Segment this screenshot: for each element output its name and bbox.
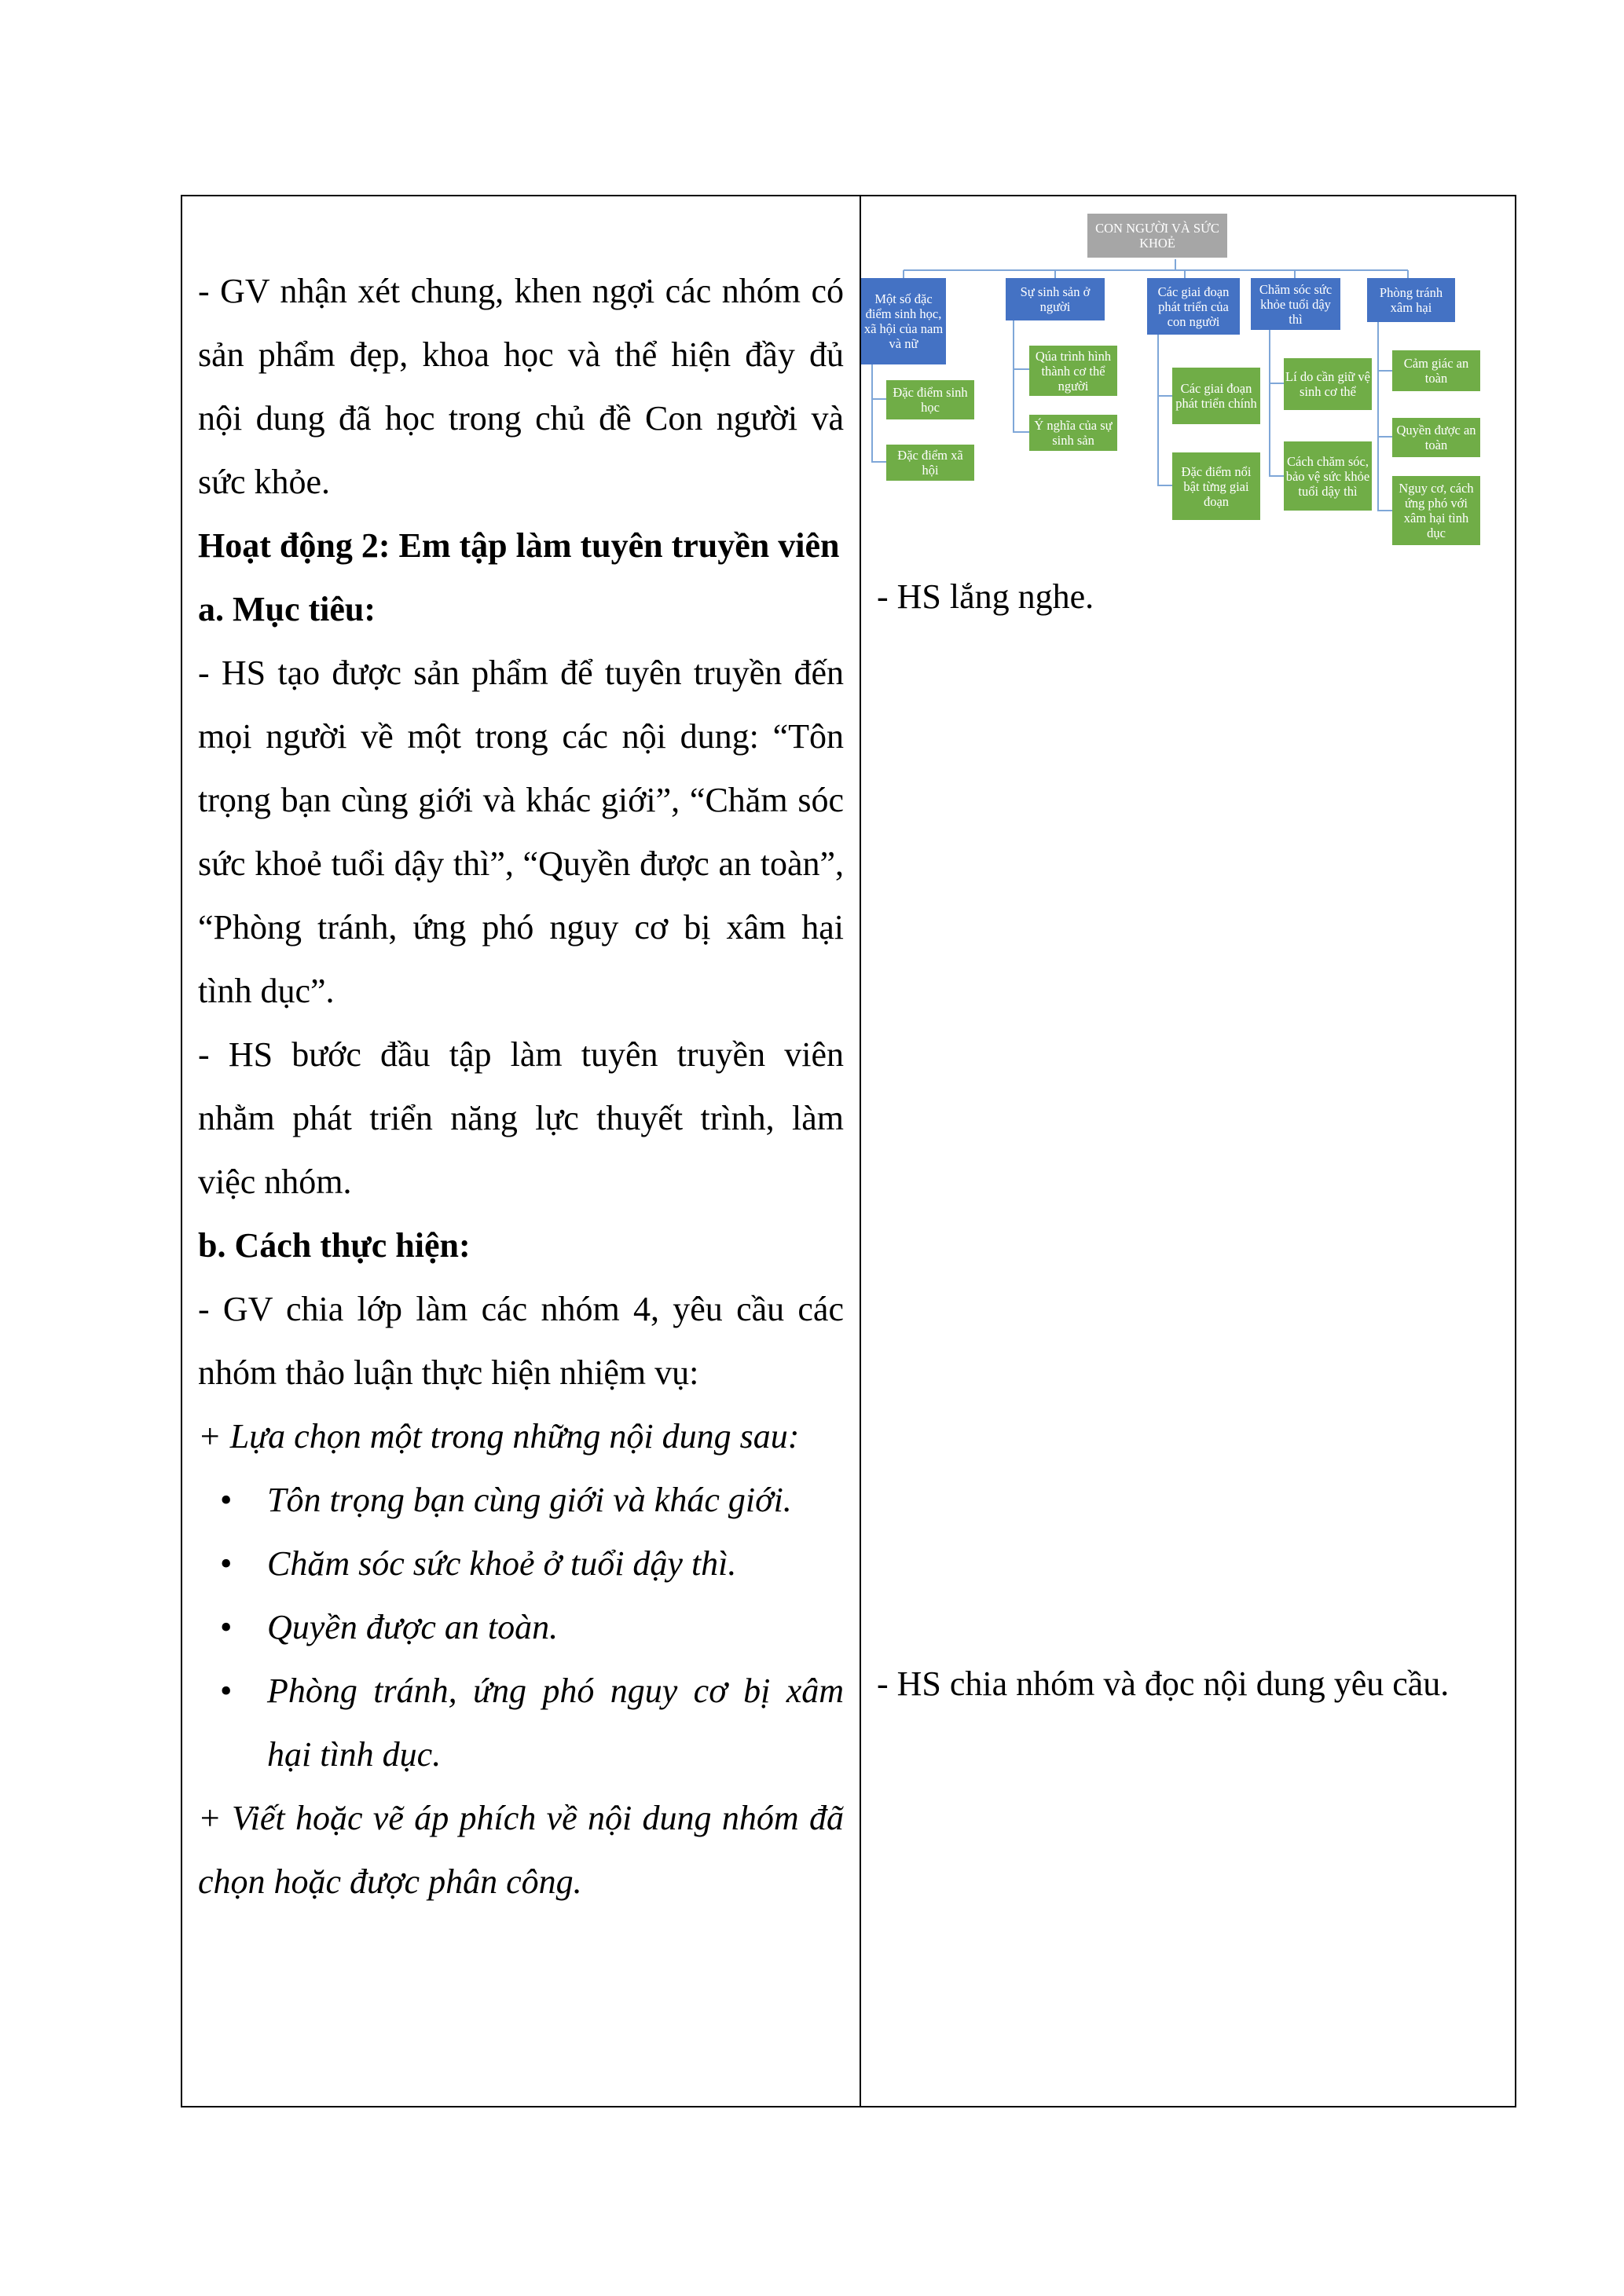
- method-heading: b. Cách thực hiện:: [198, 1226, 471, 1265]
- teacher-activity-column: [198, 259, 844, 1913]
- bullet-item: [198, 1468, 844, 1532]
- bullet-icon: •: [220, 1544, 233, 1583]
- objective-heading: a. Mục tiêu:: [198, 590, 376, 628]
- student-response-1: - HS lắng nghe.: [877, 577, 1094, 616]
- content-table: [181, 195, 1516, 2107]
- objective-paragraph-1: - HS tạo được sản phẩm để tuyên truyền đến mọi người về một trong các nội dung: “Tôn trọng bạn cùng giới và khác giới”, “Chăm sóc sức khoẻ tuổi dậy thì”, “Quyền được an toàn”, “Phòng tránh, ứng phó nguy cơ bị xâm hại tình dục”.: [198, 654, 844, 1010]
- content-bullet-list: [198, 1468, 844, 1786]
- intro-paragraph: - GV nhận xét chung, khen ngợi các nhóm có sản phẩm đẹp, khoa học và thể hiện đầy đủ nội dung đã học trong chủ đề Con người và sức khỏe.: [198, 272, 844, 501]
- mind-map-branch-node: Sự sinh sản ở người: [1006, 278, 1105, 320]
- bullet-icon: •: [220, 1481, 233, 1519]
- method-paragraph: - GV chia lớp làm các nhóm 4, yêu cầu các nhóm thảo luận thực hiện nhiệm vụ:: [198, 1290, 844, 1392]
- bullet-text: Chăm sóc sức khoẻ ở tuổi dậy thì.: [267, 1544, 737, 1583]
- mind-map-leaf-node: Đặc điểm sinh học: [886, 380, 974, 419]
- bullet-icon: •: [220, 1608, 233, 1646]
- bullet-item: [198, 1659, 844, 1786]
- mind-map-leaf-node: Nguy cơ, cách ứng phó với xâm hại tình dục: [1392, 476, 1480, 545]
- mind-map-leaf-node: Cách chăm sóc, bảo vệ sức khỏe tuổi dậy thì: [1284, 441, 1372, 511]
- activity-heading: Hoạt động 2: Em tập làm tuyên truyền viên: [198, 526, 840, 565]
- mind-map-diagram: [861, 196, 1516, 558]
- mind-map-leaf-node: Qúa trình hình thành cơ thể người: [1029, 346, 1117, 396]
- student-activity-column: [861, 196, 1516, 2106]
- mind-map-leaf-node: Quyền được an toàn: [1392, 418, 1480, 457]
- bullet-icon: •: [220, 1672, 233, 1710]
- student-response-2: - HS chia nhóm và đọc nội dung yêu cầu.: [877, 1664, 1450, 1703]
- mind-map-leaf-node: Cảm giác an toàn: [1392, 350, 1480, 391]
- poster-instruction-line: + Viết hoặc vẽ áp phích về nội dung nhóm đã chọn hoặc được phân công.: [198, 1799, 844, 1901]
- mind-map-branch-node: Một số đặc điểm sinh học, xã hội của nam và nữ: [861, 278, 946, 364]
- choose-content-line: + Lựa chọn một trong những nội dung sau:: [198, 1417, 800, 1456]
- mind-map-leaf-node: Ý nghĩa của sự sinh sản: [1029, 415, 1117, 451]
- bullet-item: [198, 1532, 844, 1595]
- mind-map-leaf-node: Đặc điểm xã hội: [886, 445, 974, 481]
- mind-map-leaf-node: Đặc điểm nổi bật từng giai đoạn: [1172, 452, 1260, 520]
- bullet-text: Tôn trọng bạn cùng giới và khác giới.: [267, 1481, 792, 1519]
- mind-map-branch-node: Chăm sóc sức khỏe tuổi dậy thì: [1251, 278, 1340, 330]
- bullet-item: [198, 1595, 844, 1659]
- mind-map-branch-node: Phòng tránh xâm hại: [1367, 278, 1455, 322]
- mind-map-leaf-node: Lí do cần giữ vệ sinh cơ thể: [1284, 358, 1372, 410]
- mind-map-branch-node: Các giai đoạn phát triển của con người: [1147, 278, 1240, 335]
- objective-paragraph-2: - HS bước đầu tập làm tuyên truyền viên nhằm phát triển năng lực thuyết trình, làm việc nhóm.: [198, 1035, 844, 1201]
- bullet-text: Quyền được an toàn.: [267, 1608, 559, 1646]
- mind-map-leaf-node: Các giai đoạn phát triển chính: [1172, 368, 1260, 424]
- bullet-text: Phòng tránh, ứng phó nguy cơ bị xâm hại tình dục.: [267, 1672, 844, 1774]
- mind-map-root-node: CON NGƯỜI VÀ SỨC KHOẺ: [1087, 214, 1227, 258]
